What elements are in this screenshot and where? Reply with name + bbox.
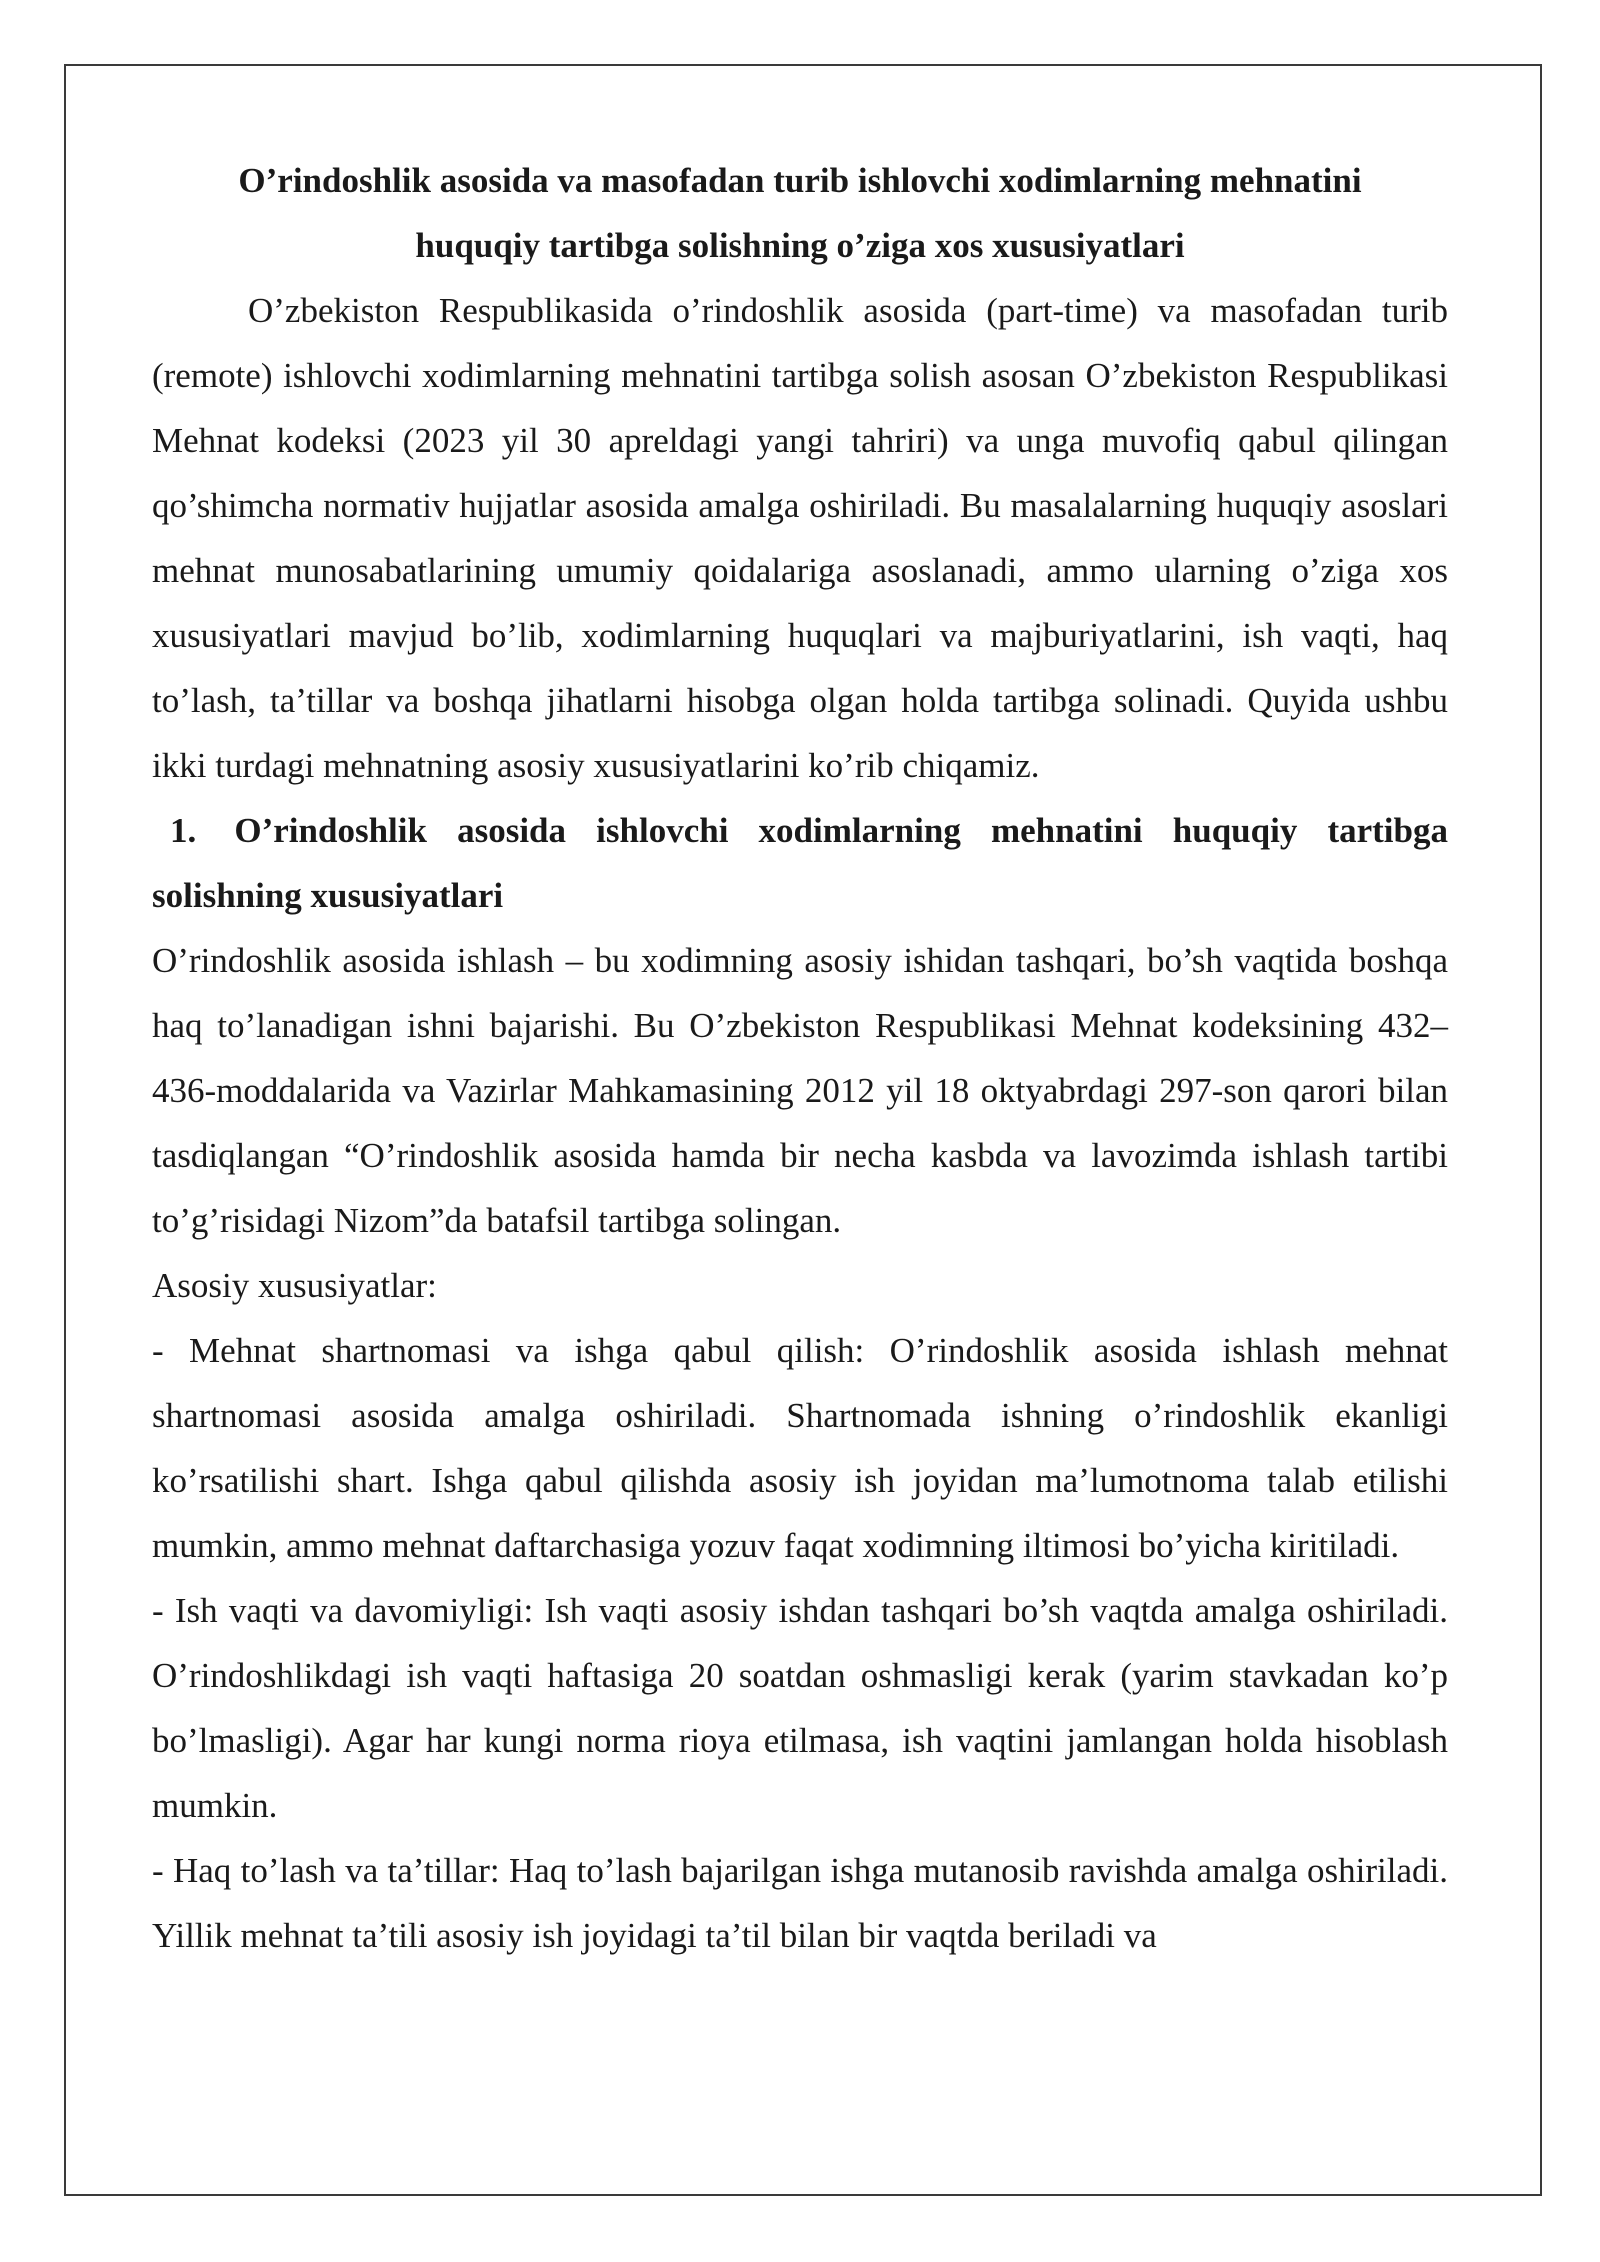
features-label: Asosiy xususiyatlar: bbox=[152, 1266, 437, 1305]
section-heading-text: O’rindoshlik asosida ishlovchi xodimlarning mehnatini huquqiy tartibga solishning xususiyatlari bbox=[152, 811, 1448, 915]
definition-paragraph: O’rindoshlik asosida ishlash – bu xodimning asosiy ishidan tashqari, bo’sh vaqtida boshqa haq to’lanadigan ishni bajarishi. Bu O’zbekiston Respublikasi Mehnat kodeksining 432–436-moddalarida va Vazirlar Mahkamasining 2012 yil 18 oktyabrdagi 297-son qarori bilan tasdiqlangan “O’rindoshlik asosida hamda bir necha kasbda va lavozimda ishlash tartibi to’g’risidagi Nizom”da batafsil tartibga solingan. bbox=[152, 941, 1448, 1240]
list-item: - Haq to’lash va ta’tillar: Haq to’lash bajarilgan ishga mutanosib ravishda amalga oshiriladi. Yillik mehnat ta’tili asosiy ish joyidagi ta’til bilan bir vaqtda beriladi va bbox=[152, 1851, 1448, 1955]
list-item: - Mehnat shartnomasi va ishga qabul qilish: O’rindoshlik asosida ishlash mehnat shartnomasi asosida amalga oshiriladi. Shartnomada ishning o’rindoshlik ekanligi ko’rsatilishi shart. Ishga qabul qilishda asosiy ish joyidan ma’lumotnoma talab etilishi mumkin, ammo mehnat daftarchasiga yozuv faqat xodimning iltimosi bo’yicha kiritiladi. bbox=[152, 1331, 1448, 1565]
intro-paragraph: O’zbekiston Respublikasida o’rindoshlik asosida (part-time) va masofadan turib (remote) ishlovchi xodimlarning mehnatini tartibga solish asosan O’zbekiston Respublikasi Mehnat kodeksi (2023 yil 30 apreldagi yangi tahriri) va unga muvofiq qabul qilingan qo’shimcha normativ hujjatlar asosida amalga oshiriladi. Bu masalalarning huquqiy asoslari mehnat munosabatlarining umumiy qoidalariga asoslanadi, ammo ularning o’ziga xos xususiyatlari mavjud bo’lib, xodimlarning huquqlari va majburiyatlarini, ish vaqti, haq to’lash, ta’tillar va boshqa jihatlarni hisobga olgan holda tartibga solinadi. Quyida ushbu ikki turdagi mehnatning asosiy xususiyatlarini ko’rib chiqamiz. bbox=[152, 291, 1448, 785]
section-number: 1. bbox=[170, 811, 197, 850]
document-body bbox=[152, 148, 1448, 1968]
document-title: O’rindoshlik asosida va masofadan turib ishlovchi xodimlarning mehnatini huquqiy tartibga solishning o’ziga xos xususiyatlari bbox=[238, 161, 1362, 265]
section-heading bbox=[152, 798, 1448, 928]
list-item: - Ish vaqti va davomiyligi: Ish vaqti asosiy ishdan tashqari bo’sh vaqtda amalga oshiriladi. O’rindoshlikdagi ish vaqti haftasiga 20 soatdan oshmasligi kerak (yarim stavkadan ko’p bo’lmasligi). Agar har kungi norma rioya etilmasa, ish vaqtini jamlangan holda hisoblash mumkin. bbox=[152, 1591, 1448, 1825]
